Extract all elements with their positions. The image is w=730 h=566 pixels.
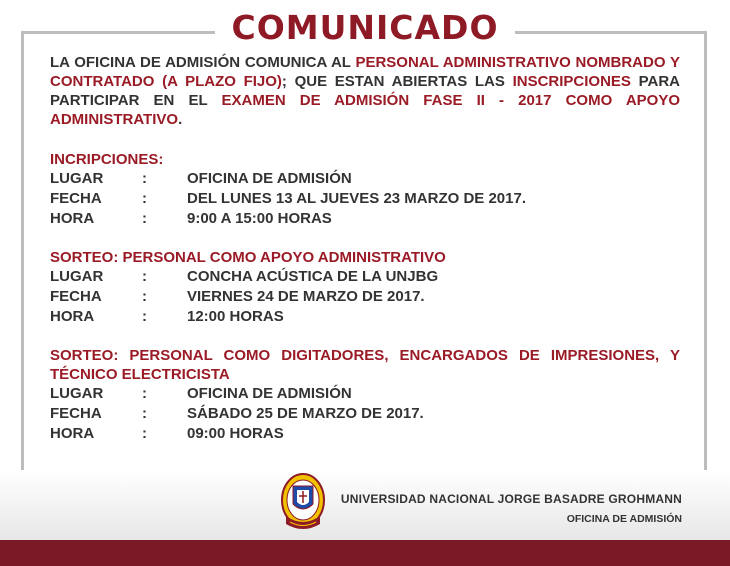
university-seal-icon bbox=[280, 472, 326, 536]
title-wrap bbox=[0, 8, 730, 48]
section-title-sorteo-apoyo: SORTEO: PERSONAL COMO APOYO ADMINISTRATIVO bbox=[50, 249, 446, 266]
intro-highlight-2: INSCRIPCIONES bbox=[512, 73, 631, 90]
detail-value: 09:00 HORAS bbox=[187, 425, 284, 442]
detail-key: FECHA bbox=[50, 405, 102, 422]
detail-colon: : bbox=[142, 288, 147, 305]
detail-row bbox=[50, 287, 680, 307]
detail-row bbox=[50, 209, 680, 229]
detail-colon: : bbox=[142, 425, 147, 442]
intro-highlight-3: EXAMEN DE ADMISIÓN FASE II - 2017 COMO APOYO ADMINISTRATIVO bbox=[50, 92, 680, 128]
intro-text-3: PARA PARTICIPAR EN EL bbox=[50, 73, 680, 109]
section-title-sorteo-digitadores: SORTEO: PERSONAL COMO DIGITADORES, ENCARGADOS DE IMPRESIONES, Y TÉCNICO ELECTRICISTA bbox=[50, 347, 680, 383]
detail-value: SÁBADO 25 DE MARZO DE 2017. bbox=[187, 405, 424, 422]
detail-row bbox=[50, 267, 680, 287]
detail-row bbox=[50, 424, 680, 444]
detail-row bbox=[50, 307, 680, 327]
intro-paragraph bbox=[50, 53, 680, 129]
detail-key: LUGAR bbox=[50, 268, 104, 285]
section-title-inscripciones: INCRIPCIONES: bbox=[50, 151, 164, 168]
intro-text-2: ; QUE ESTAN ABIERTAS LAS bbox=[281, 73, 513, 90]
bottom-bar bbox=[0, 540, 730, 566]
detail-row bbox=[50, 384, 680, 404]
intro-text-4: . bbox=[178, 111, 183, 128]
detail-key: HORA bbox=[50, 425, 95, 442]
detail-value: VIERNES 24 DE MARZO DE 2017. bbox=[187, 288, 425, 305]
intro-highlight-1: PERSONAL ADMINISTRATIVO NOMBRADO Y CONTRATADO (A PLAZO FIJO) bbox=[50, 54, 681, 90]
detail-colon: : bbox=[142, 268, 147, 285]
detail-value: OFICINA DE ADMISIÓN bbox=[187, 170, 352, 187]
detail-colon: : bbox=[142, 190, 147, 207]
detail-key: LUGAR bbox=[50, 170, 104, 187]
notice-content bbox=[50, 53, 680, 444]
office-name: OFICINA DE ADMISIÓN bbox=[566, 513, 682, 525]
detail-key: FECHA bbox=[50, 288, 102, 305]
detail-row bbox=[50, 189, 680, 209]
detail-row bbox=[50, 404, 680, 424]
detail-value: DEL LUNES 13 AL JUEVES 23 MARZO DE 2017. bbox=[187, 190, 527, 207]
detail-value: 12:00 HORAS bbox=[187, 308, 284, 325]
detail-value: 9:00 A 15:00 HORAS bbox=[187, 210, 332, 227]
detail-value: OFICINA DE ADMISIÓN bbox=[187, 385, 352, 402]
detail-colon: : bbox=[142, 210, 147, 227]
detail-key: HORA bbox=[50, 210, 95, 227]
university-name: UNIVERSIDAD NACIONAL JORGE BASADRE GROHMANN bbox=[340, 492, 682, 506]
detail-colon: : bbox=[142, 170, 147, 187]
detail-colon: : bbox=[142, 385, 147, 402]
detail-key: HORA bbox=[50, 308, 95, 325]
detail-colon: : bbox=[142, 308, 147, 325]
intro-text-1: LA OFICINA DE ADMISIÓN COMUNICA AL bbox=[50, 54, 356, 71]
detail-row bbox=[50, 169, 680, 189]
detail-key: FECHA bbox=[50, 190, 102, 207]
detail-colon: : bbox=[142, 405, 147, 422]
detail-value: CONCHA ACÚSTICA DE LA UNJBG bbox=[187, 268, 439, 285]
page-title: COMUNICADO bbox=[215, 8, 514, 48]
detail-key: LUGAR bbox=[50, 385, 104, 402]
